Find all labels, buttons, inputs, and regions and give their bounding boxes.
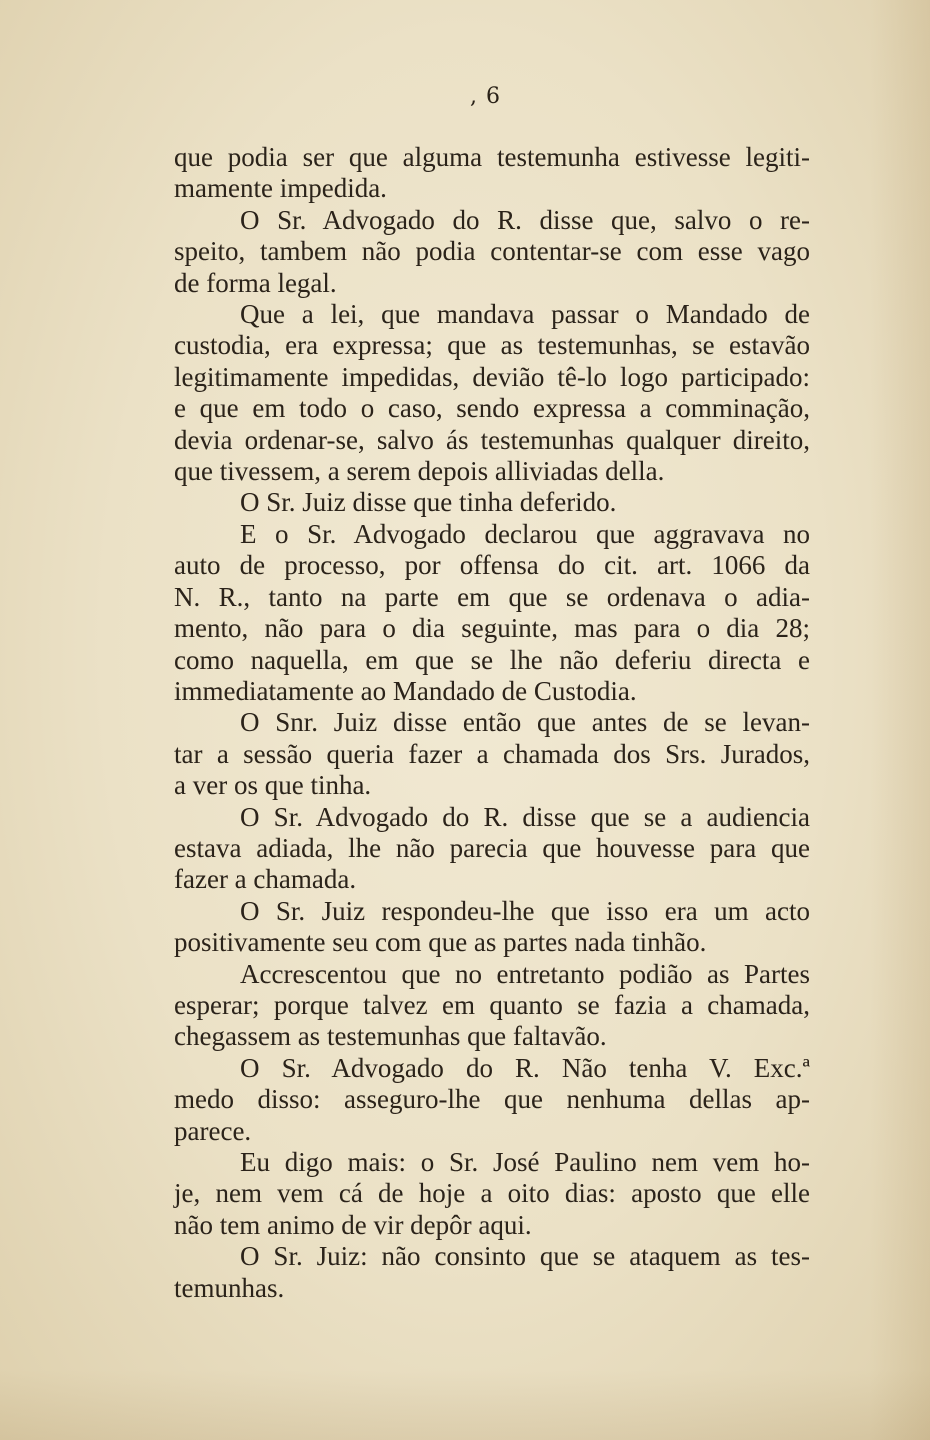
text-line: immediatamente ao Mandado de Custodia. [174,675,637,706]
text-line: devia ordenar-se, salvo ás testemunhas qualquer direito, [174,424,810,455]
text-line: mento, não para o dia seguinte, mas para o dia 28; [174,613,810,644]
text-line: não tem animo de vir depôr aqui. [174,1209,532,1240]
text-line: mamente impedida. [174,173,387,204]
text-line: O Sr. Advogado do R. disse que, salvo o re- [240,204,810,235]
text-line: a ver os que tinha. [174,770,372,801]
text-line: como naquella, em que se lhe não deferiu directa e [174,644,810,675]
text-line: O Sr. Juiz: não consinto que se ataquem as tes- [240,1241,810,1272]
text-line: temunhas. [174,1272,285,1303]
text-line: O Sr. Advogado do R. disse que se a audiencia [240,801,810,832]
text-line: positivamente seu com que as partes nada tinhão. [174,927,707,958]
text-line: esperar; porque talvez em quanto se fazia a chamada, [174,989,810,1020]
text-line: je, nem vem cá de hoje a oito dias: aposto que elle [174,1178,810,1209]
text-line: O Sr. Juiz disse que tinha deferido. [240,487,617,518]
text-line: tar a sessão queria fazer a chamada dos Srs. Jurados, [174,738,810,769]
text-line: Accrescentou que no entretanto podião as Partes [240,958,810,989]
paper-bottom-stain [0,1370,930,1440]
text-line: E o Sr. Advogado declarou que aggravava no [240,518,810,549]
text-line: fazer a chamada. [174,864,357,895]
text-line: que podia ser que alguma testemunha estivesse legiti- [174,142,810,172]
page-number: , 6 [470,84,501,109]
text-line: O Sr. Advogado do R. Não tenha V. Exc.ª [240,1052,810,1083]
paper-edge-stain [870,0,930,1440]
text-line: auto de processo, por offensa do cit. art. 1066 da [174,550,810,581]
text-line: Que a lei, que mandava passar o Mandado de [240,299,810,330]
text-line: custodia, era expressa; que as testemunhas, se estavão [174,330,810,361]
text-line: e que em todo o caso, sendo expressa a comminação, [174,393,810,424]
text-line: speito, tambem não podia contentar-se com esse vago [174,236,810,267]
text-line: O Sr. Juiz respondeu-lhe que isso era um acto [240,895,810,926]
text-line: parece. [174,1115,252,1146]
text-line: N. R., tanto na parte em que se ordenava o adia- [174,581,810,612]
text-line: de forma legal. [174,267,337,298]
body-text [174,142,810,1304]
text-line: estava adiada, lhe não parecia que houvesse para que [174,832,810,863]
text-line: que tivessem, a serem depois alliviadas della. [174,456,665,487]
text-line: chegassem as testemunhas que faltavão. [174,1021,607,1052]
text-line: medo disso: asseguro-lhe que nenhuma dellas ap- [174,1084,810,1115]
text-line: legitimamente impedidas, devião tê-lo logo participado: [174,361,810,392]
text-line: O Snr. Juiz disse então que antes de se levan- [240,707,810,738]
text-line: Eu digo mais: o Sr. José Paulino nem vem ho- [240,1147,810,1177]
